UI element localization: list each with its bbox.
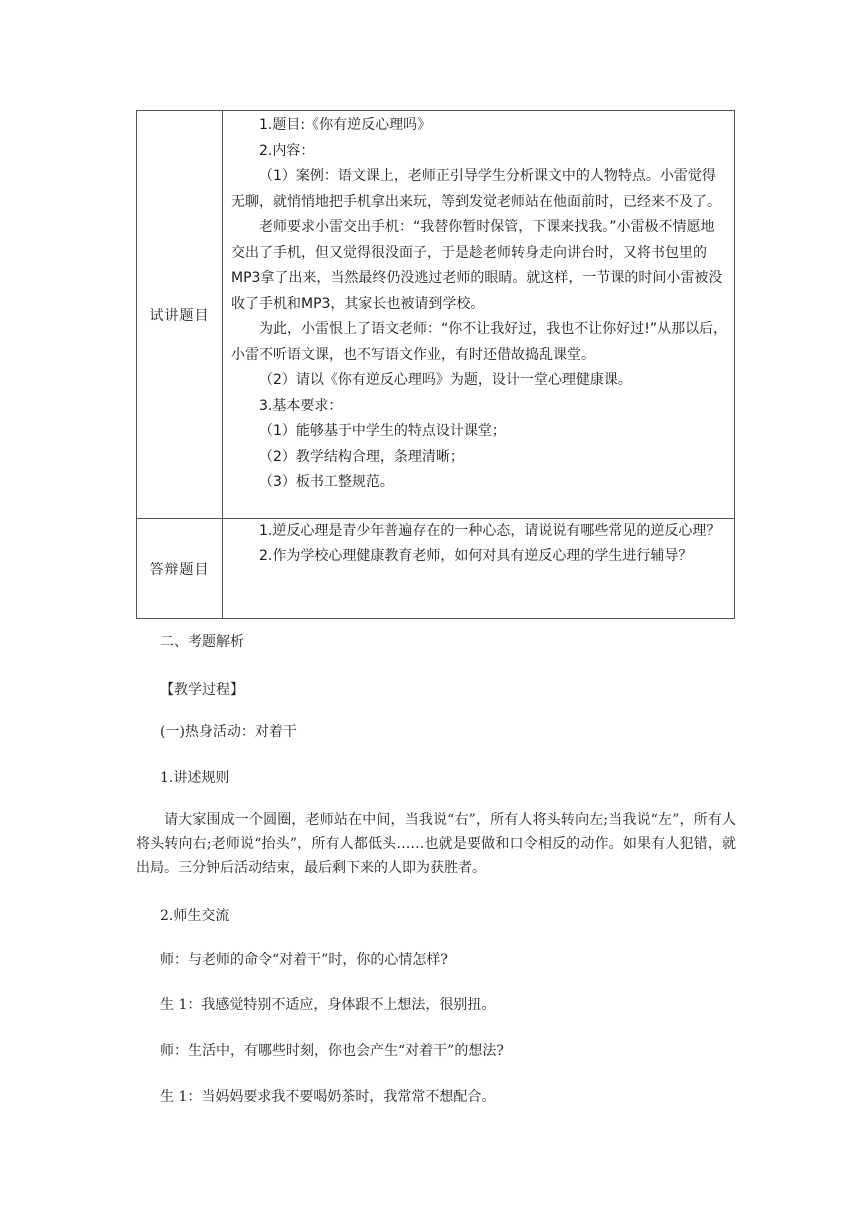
dialog-line: 师：生活中，有哪些时刻，你也会产生“对着干”的想法?: [160, 1043, 504, 1059]
exam-table: [136, 110, 735, 619]
content-line: 为此，小雷恨上了语文老师：“你不让我好过，我也不让你好过!”从那以后，小雷不听语文课，也不写语文作业，有时还借故捣乱课堂。: [231, 321, 728, 363]
content-line: 1.题目:《你有逆反心理吗》: [259, 117, 432, 133]
content-line: 老师要求小雷交出手机：“我替你暂时保管，下课来找我。”小雷极不情愿地交出了手机，但又觉得很没面子，于是趁老师转身走向讲台时，又将书包里的MP3拿了出来，当然最终仍没逃过老师的眼睛。就这样，一节课的时间小雷被没收了手机和MP3，其家长也被请到学校。: [231, 219, 723, 312]
defense-content: [223, 519, 734, 618]
dialog-line: 师：与老师的命令“对着干”时，你的心情怎样?: [160, 952, 448, 968]
content-line: 3.基本要求：: [259, 397, 343, 414]
rules-paragraph: 请大家围成一个圆圈，老师站在中间，当我说“右”，所有人将头转向左;当我说“左”，所有人将头转向右;老师说“抬头”，所有人都低头……也就是要做和口令相反的动作。如果有人犯错，就出局。三分钟后活动结束，最后剩下来的人即为获胜者。: [136, 812, 736, 876]
row-header-trial-lecture: 试讲题目: [137, 111, 223, 518]
warmup-title: (一)热身活动：对着干: [160, 724, 297, 740]
dialog-line: 生 1：当妈妈要求我不要喝奶茶时，我常常不想配合。: [160, 1089, 496, 1105]
content-line: 2.内容：: [259, 142, 315, 159]
content-line: （2）请以《你有逆反心理吗》为题，设计一堂心理健康课。: [259, 372, 632, 388]
content-line: （1）能够基于中学生的特点设计课堂；: [259, 423, 506, 439]
content-line: （3）板书工整规范。: [259, 474, 394, 490]
content-line: （1）案例：语文课上，老师正引导学生分析课文中的人物特点。小雷觉得无聊，就悄悄地把手机拿出来玩，等到发觉老师站在他面前时，已经来不及了。: [231, 168, 721, 210]
table-row-defense: [137, 518, 734, 618]
row-header-defense: 答辩题目: [137, 519, 223, 618]
table-row-trial-lecture: [137, 111, 734, 518]
section-title: 二、考题解析: [160, 634, 244, 650]
content-line: （2）教学结构合理，条理清晰；: [259, 448, 464, 465]
rules-title: 1.讲述规则: [160, 770, 230, 786]
content-line: 1.逆反心理是青少年普遍存在的一种心态，请说说有哪些常见的逆反心理？: [259, 523, 721, 539]
dialog-line: 生 1：我感觉特别不适应，身体跟不上想法，很别扭。: [160, 997, 496, 1013]
trial-lecture-content: [223, 111, 734, 518]
process-title: 【教学过程】: [160, 682, 244, 698]
content-line: 2.作为学校心理健康教育老师，如何对具有逆反心理的学生进行辅导？: [259, 548, 693, 564]
exchange-title: 2.师生交流: [160, 908, 230, 924]
